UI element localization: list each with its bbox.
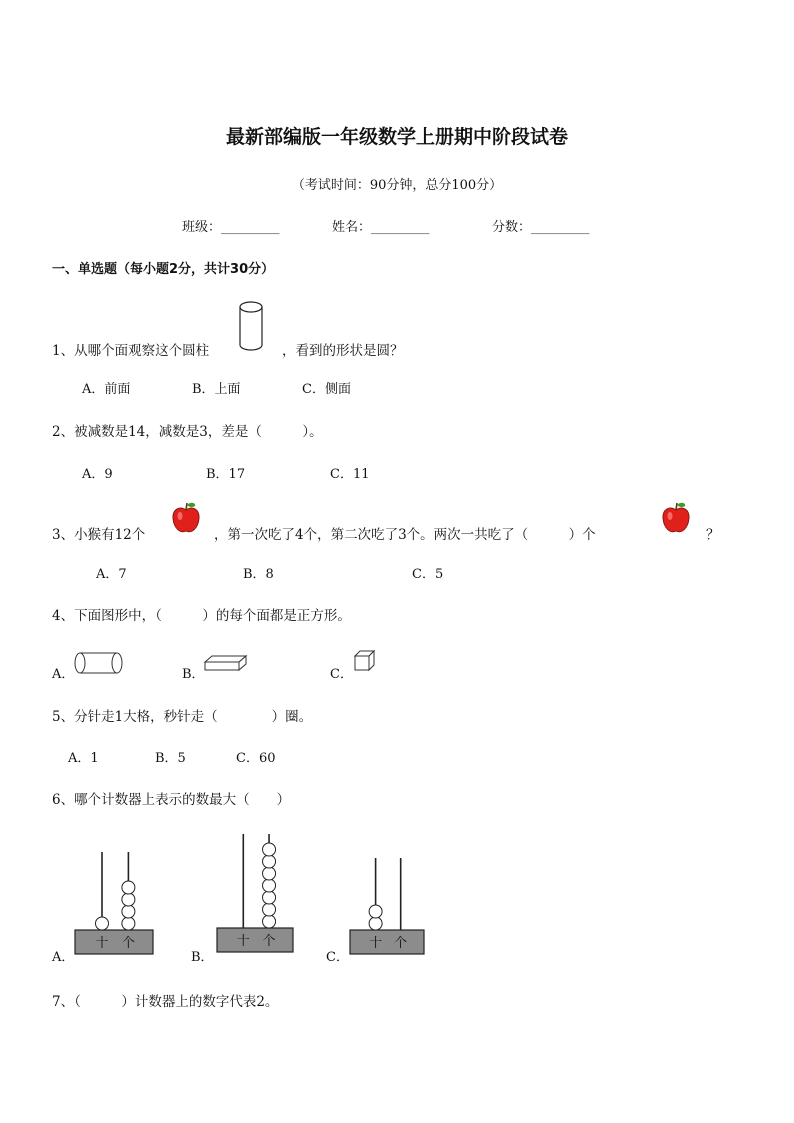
question-3-option-b[interactable]: B．8 (243, 567, 274, 582)
question-2-option-a[interactable]: A．9 (82, 467, 113, 482)
name-field[interactable]: 姓名：_________ (332, 220, 430, 235)
abacus-bead (263, 891, 276, 904)
abacus-icon (216, 832, 294, 954)
question-7-text: 7、（ ）计数器上的数字代表2。 (52, 994, 279, 1010)
question-4-option-b[interactable]: B． (182, 667, 205, 682)
cylinder-icon (238, 301, 264, 353)
question-2-text: 2、被减数是14，减数是3，差是（ ）。 (52, 424, 323, 440)
question-6-option-b[interactable]: B． (191, 950, 214, 965)
question-4-text: 4、下面图形中，（ ）的每个面都是正方形。 (52, 608, 351, 624)
question-1-option-b[interactable]: B．上面 (192, 382, 241, 397)
exam-title: 最新部编版一年级数学上册期中阶段试卷 (225, 126, 568, 148)
question-3-text-middle: ，第一次吃了4个，第二次吃了3个。两次一共吃了（ ）个 (214, 527, 596, 543)
apple-icon (171, 501, 201, 535)
class-field[interactable]: 班级：_________ (182, 220, 280, 235)
abacus-base (217, 928, 293, 952)
section-heading-single-choice: 一、单选题（每小题2分，共计30分） (52, 262, 275, 277)
cuboid-icon (204, 654, 248, 672)
question-3-text-after: ？ (706, 527, 720, 543)
question-6-option-c[interactable]: C． (326, 950, 349, 965)
question-5-option-b[interactable]: B．5 (155, 751, 186, 766)
abacus-bead (369, 905, 382, 918)
ones-label: 个 (262, 934, 276, 949)
abacus-icon (74, 850, 154, 956)
abacus-bead (122, 917, 135, 930)
ones-label: 个 (394, 936, 408, 951)
question-4-option-a[interactable]: A． (52, 667, 75, 682)
abacus-bead (122, 905, 135, 918)
ones-label: 个 (121, 936, 135, 951)
abacus-bead (122, 893, 135, 906)
question-3-option-a[interactable]: A．7 (96, 567, 127, 582)
cylinder-icon (74, 651, 124, 675)
abacus-bead (96, 917, 109, 930)
question-4-option-c[interactable]: C． (330, 667, 353, 682)
question-2-option-c[interactable]: C．11 (330, 467, 370, 482)
question-6-text: 6、哪个计数器上表示的数最大（ ） (52, 792, 291, 808)
abacus-bead (122, 881, 135, 894)
question-5-option-a[interactable]: A．1 (68, 751, 99, 766)
exam-duration-note: （考试时间：90分钟，总分100分） (291, 178, 503, 193)
abacus-bead (263, 843, 276, 856)
question-3-option-c[interactable]: C．5 (412, 567, 444, 582)
question-3-text-before: 3、小猴有12个 (52, 527, 146, 543)
abacus-base (350, 930, 424, 954)
abacus-bead (263, 855, 276, 868)
question-5-option-c[interactable]: C．60 (236, 751, 276, 766)
abacus-bead (369, 917, 382, 930)
question-1-text-after: ，看到的形状是圆？ (282, 343, 404, 359)
cube-icon (354, 650, 376, 672)
abacus-bead (263, 879, 276, 892)
question-6-option-a[interactable]: A． (52, 950, 75, 965)
tens-label: 十 (369, 936, 383, 951)
tens-label: 十 (95, 936, 109, 951)
score-field[interactable]: 分数：_________ (492, 220, 590, 235)
abacus-bead (263, 903, 276, 916)
apple-icon (661, 501, 691, 535)
question-2-option-b[interactable]: B．17 (206, 467, 246, 482)
question-1-option-a[interactable]: A．前面 (82, 382, 131, 397)
abacus-icon (349, 856, 425, 956)
question-1-option-c[interactable]: C．侧面 (302, 382, 351, 397)
question-5-text: 5、分针走1大格，秒针走（ ）圈。 (52, 709, 313, 725)
abacus-bead (263, 867, 276, 880)
question-1-text-before: 1、从哪个面观察这个圆柱 (52, 343, 210, 359)
abacus-bead (263, 915, 276, 928)
tens-label: 十 (236, 934, 250, 949)
abacus-base (75, 930, 153, 954)
